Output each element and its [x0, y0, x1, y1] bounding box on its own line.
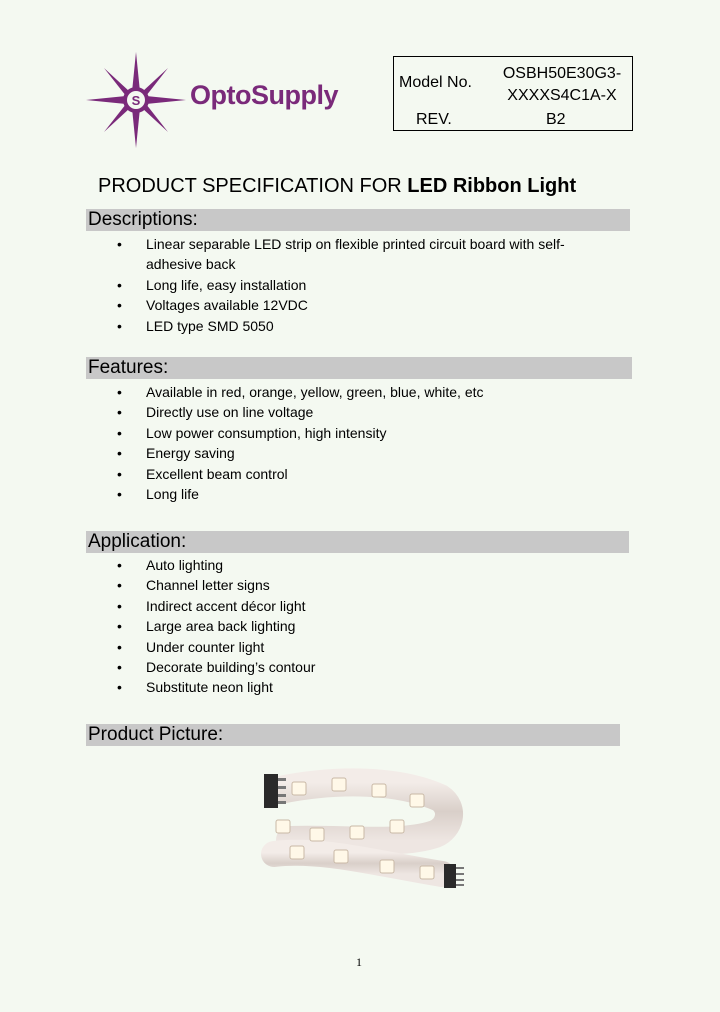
list-item-text: Energy saving	[146, 445, 235, 462]
bullet: •	[117, 404, 122, 421]
list-item-text: Large area back lighting	[146, 618, 296, 635]
list-item-text: Indirect accent décor light	[146, 597, 306, 614]
list-item-text: Voltages available 12VDC	[146, 297, 308, 314]
model-info-box	[393, 56, 633, 131]
list-item	[0, 657, 590, 677]
bullet: •	[117, 638, 122, 655]
model-number-line2: XXXXS4C1A-X	[507, 87, 617, 104]
model-number	[496, 63, 628, 107]
list-item	[0, 575, 590, 595]
bullet: •	[117, 445, 122, 462]
page-title	[98, 175, 576, 198]
list-item-text: Auto lighting	[146, 557, 224, 573]
list-item	[0, 555, 590, 575]
bullet: •	[117, 618, 122, 635]
bullet: •	[117, 577, 122, 594]
brand-name: OptoSupply	[190, 80, 338, 110]
list-item	[0, 402, 590, 422]
bullet: •	[117, 317, 122, 334]
optosupply-logo	[86, 52, 356, 148]
descriptions-list	[0, 234, 590, 336]
list-item-text: Directly use on line voltage	[146, 404, 314, 421]
list-item	[0, 484, 590, 504]
bullet: •	[117, 486, 122, 503]
section-heading-descriptions: Descriptions:	[86, 209, 630, 231]
rev-label: REV.	[416, 111, 452, 128]
list-item-text: Available in red, orange, yellow, green, blue, white, etc	[146, 384, 484, 400]
list-item-text: Linear separable LED strip on flexible printed circuit board with self-adhesive back	[146, 236, 565, 273]
page-number: 1	[356, 955, 362, 969]
compass-star-icon	[86, 52, 196, 148]
list-item	[0, 464, 590, 484]
list-item	[0, 423, 590, 443]
list-item	[0, 616, 590, 636]
list-item-text: Substitute neon light	[146, 679, 273, 696]
list-item	[0, 443, 590, 463]
list-item	[0, 295, 590, 315]
bullet: •	[117, 679, 122, 696]
application-list	[0, 555, 590, 698]
bullet: •	[117, 384, 122, 400]
list-item-text: Decorate building’s contour	[146, 659, 316, 676]
bullet: •	[117, 424, 122, 441]
led-ribbon-photo	[250, 768, 466, 894]
section-heading-features: Features:	[86, 357, 632, 379]
rev-value: B2	[546, 111, 566, 128]
list-item-text: Channel letter signs	[146, 577, 270, 594]
list-item	[0, 382, 590, 402]
bullet: •	[117, 297, 122, 314]
bullet: •	[117, 597, 122, 614]
bullet: •	[117, 276, 122, 293]
list-item	[0, 637, 590, 657]
bullet: •	[117, 557, 122, 573]
list-item	[0, 316, 590, 336]
list-item-text: Long life	[146, 486, 199, 503]
model-number-line1: OSBH50E30G3-	[502, 65, 622, 82]
list-item-text: Long life, easy installation	[146, 276, 307, 293]
list-item	[0, 234, 590, 275]
list-item	[0, 677, 590, 697]
section-heading-application: Application:	[86, 531, 629, 553]
model-label: Model No.	[399, 74, 472, 91]
title-prefix: PRODUCT SPECIFICATION FOR	[98, 175, 408, 197]
logo-letter: S	[131, 93, 141, 108]
list-item-text: Under counter light	[146, 638, 265, 655]
bullet: •	[117, 236, 122, 252]
list-item-text: Low power consumption, high intensity	[146, 424, 387, 441]
title-product: LED Ribbon Light	[407, 175, 577, 197]
list-item	[0, 596, 590, 616]
bullet: •	[117, 659, 122, 676]
features-list	[0, 382, 590, 504]
list-item	[0, 275, 590, 295]
list-item-text: Excellent beam control	[146, 465, 288, 482]
bullet: •	[117, 465, 122, 482]
list-item-text: LED type SMD 5050	[146, 317, 274, 334]
section-heading-product-picture: Product Picture:	[86, 724, 620, 746]
